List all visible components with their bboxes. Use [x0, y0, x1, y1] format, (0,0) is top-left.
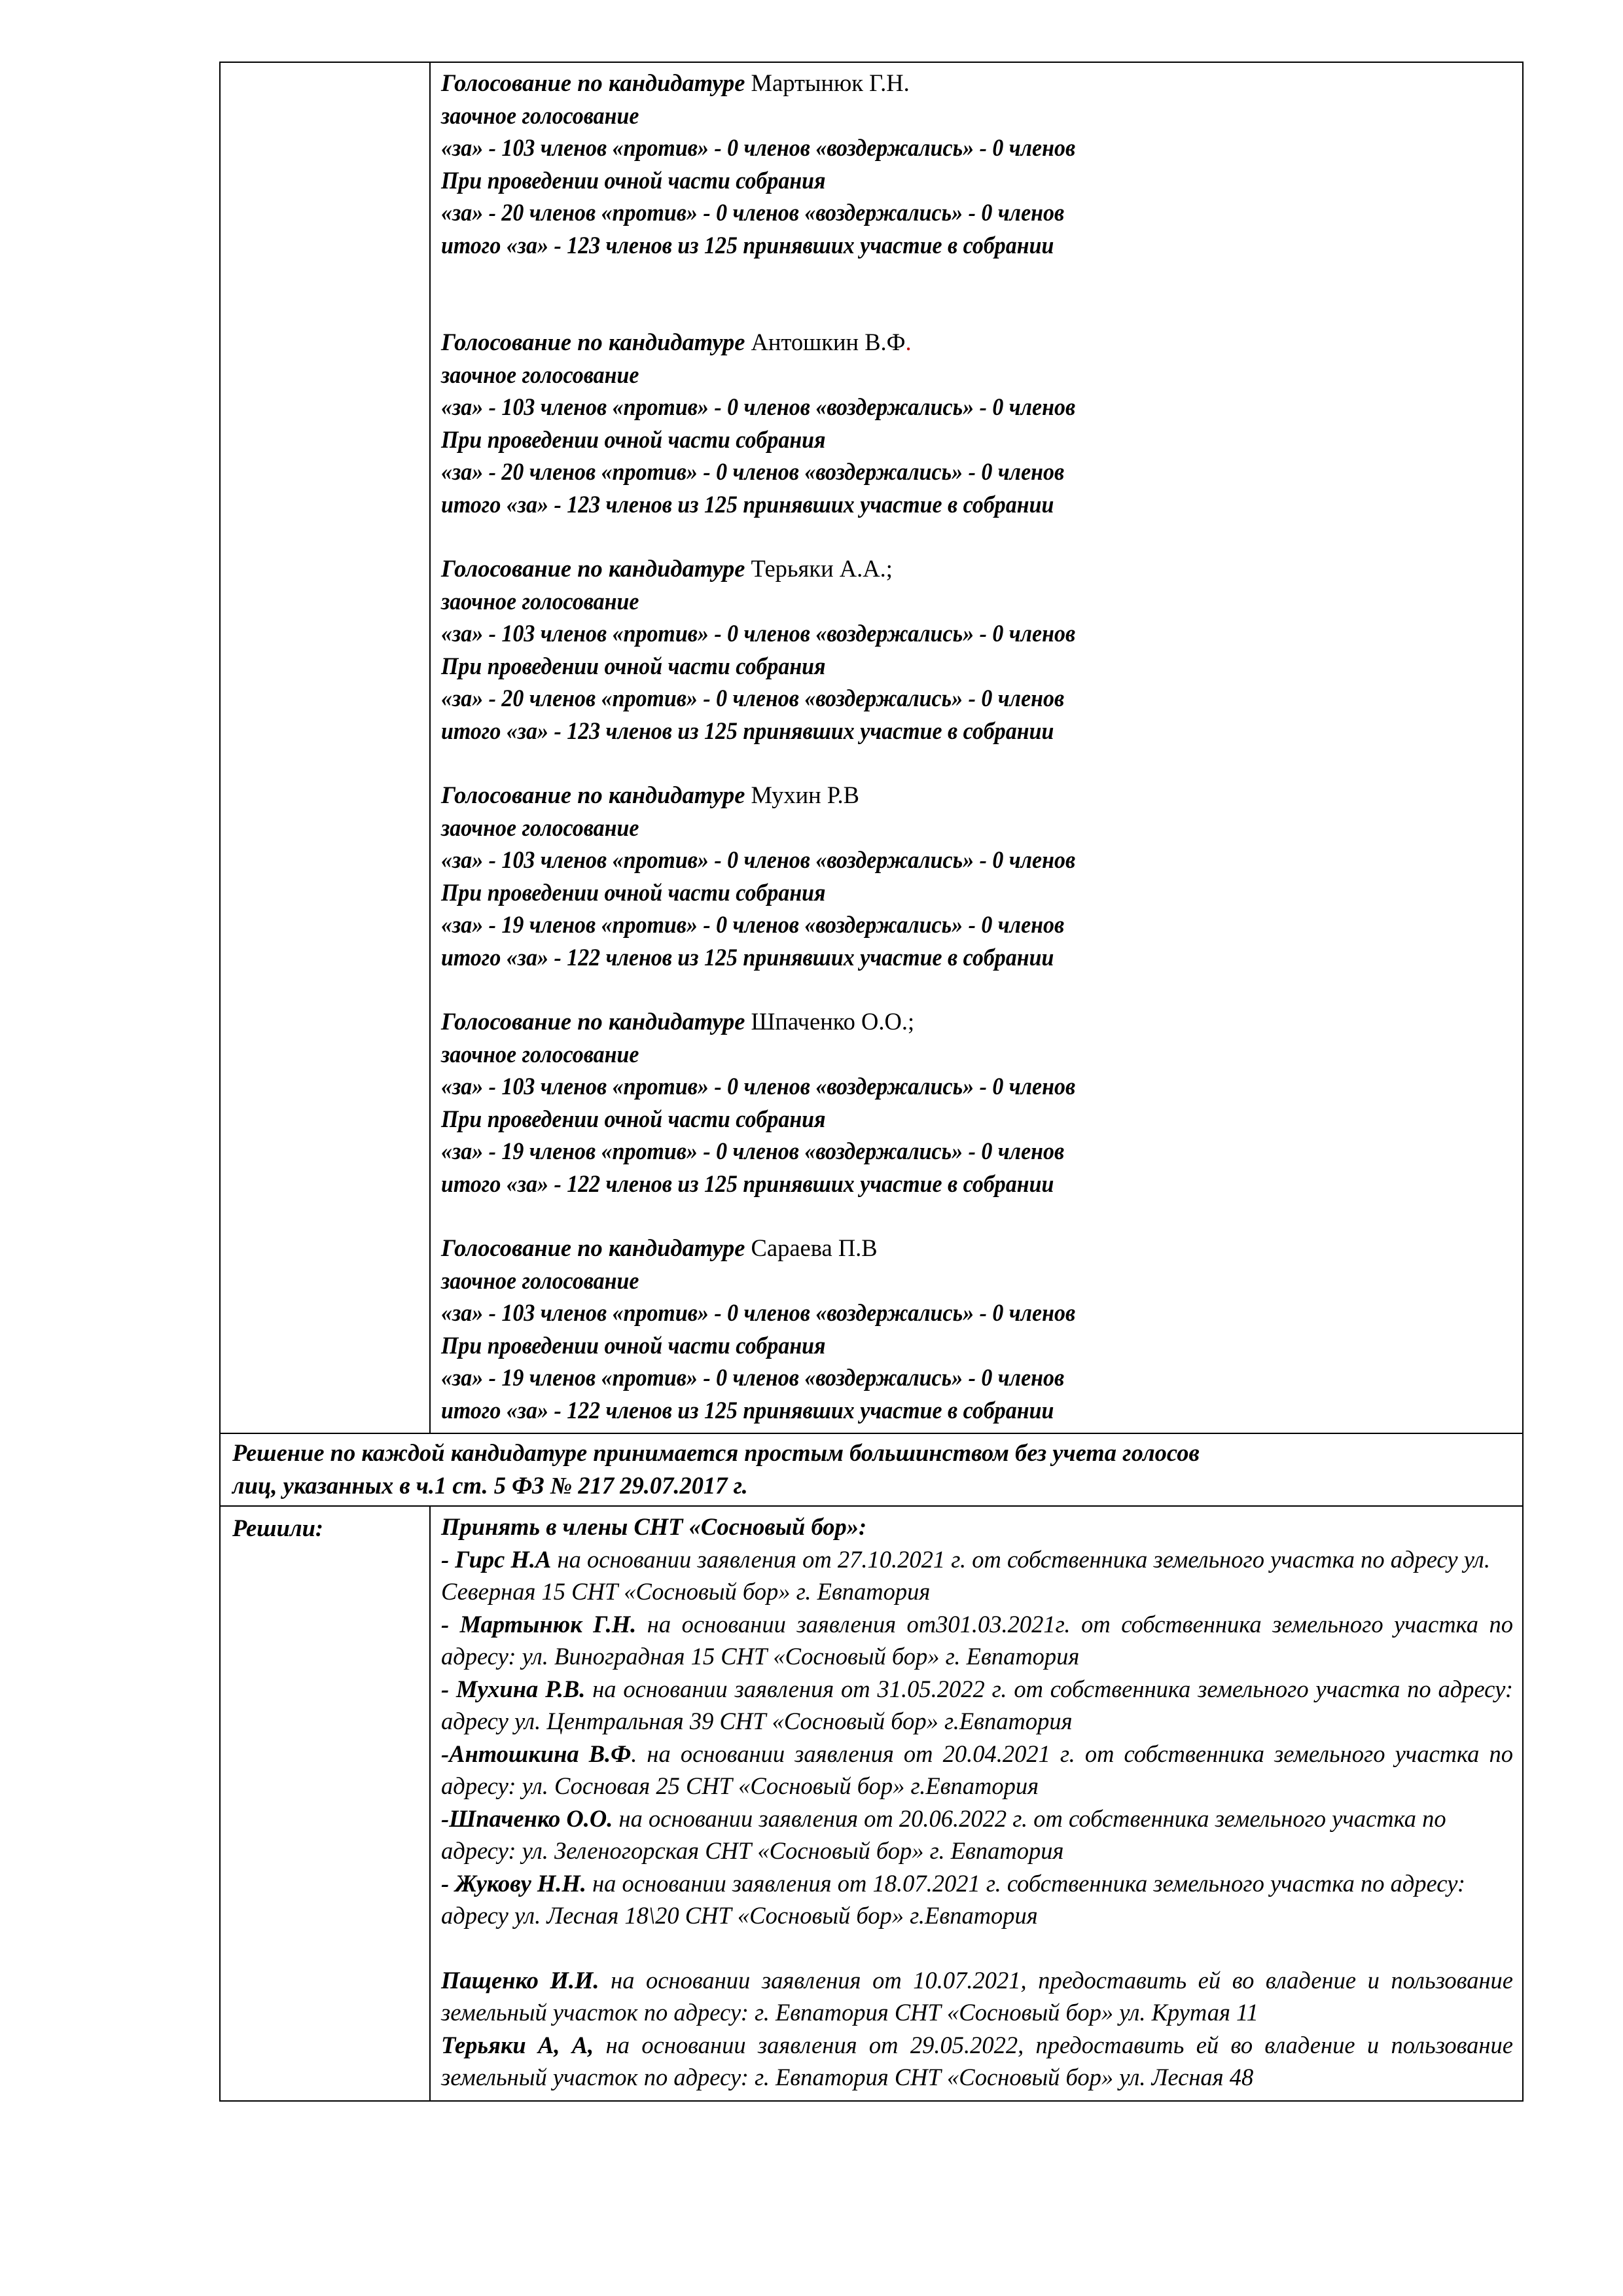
- vote-heading-lead: Голосование по кандидатуре: [441, 329, 751, 355]
- vote-heading-lead: Голосование по кандидатуре: [441, 1234, 751, 1261]
- vote-absentee-line: «за» - 103 членов «против» - 0 членов «воздержались» - 0 членов: [441, 393, 1076, 420]
- vote-inperson-label: При проведении очной части собрания: [441, 425, 826, 453]
- vote-inperson-label: При проведении очной части собрания: [441, 1105, 826, 1132]
- list-item-body: на основании заявления от 18.07.2021 г. собственника земельного участка по адресу: адресу ул. Лесная 18\20 СНТ «Сосновый бор» г.Евпатория: [441, 1869, 1466, 1929]
- vote-absentee-line: «за» - 103 членов «против» - 0 членов «воздержались» - 0 членов: [441, 1073, 1076, 1100]
- vote-inperson-label: При проведении очной части собрания: [441, 878, 826, 906]
- vote-block: [441, 1005, 1513, 1200]
- vote-heading: [441, 552, 1513, 585]
- vote-inperson-line: «за» - 20 членов «против» - 0 членов «воздержались» - 0 членов: [441, 685, 1065, 711]
- block-spacer: [441, 973, 1513, 1005]
- rule-line-1: Решение по каждой кандидатуре принимается простым большинством без учета голосов: [232, 1439, 1200, 1466]
- vote-absentee-line: «за» - 103 членов «против» - 0 членов «воздержались» - 0 членов: [441, 1299, 1076, 1326]
- decision-label-cell: [220, 1506, 430, 2101]
- list-item-body: . на основании заявления от 20.04.2021 г. от собственника земельного участка по адресу: ул. Сосновая 25 СНТ «Сосновый бор» г.Евпатория: [441, 1740, 1513, 1799]
- list-item-name: -Антошкина В.Ф: [441, 1740, 632, 1767]
- vote-heading: [441, 779, 1513, 812]
- vote-block: [441, 1232, 1513, 1426]
- vote-heading: [441, 326, 1513, 359]
- list-item: [441, 1803, 1513, 1867]
- vote-candidate-name: Сараева П.В: [751, 1234, 878, 1261]
- block-spacer: [441, 747, 1513, 779]
- list-item-body: на основании заявления от 10.07.2021, предоставить ей во владение и пользование земельный участок по адресу: г. Евпатория СНТ «Сосновый бор» ул. Крутая 11: [441, 1966, 1513, 2026]
- list-item: [441, 1738, 1513, 1803]
- vote-heading: [441, 67, 1513, 99]
- vote-candidate-red-period: .: [905, 329, 912, 355]
- vote-total-line: итого «за» - 123 членов из 125 принявших участие в собрании: [441, 717, 1054, 744]
- list-item-body: на основании заявления от 20.06.2022 г. от собственника земельного участка по адресу: ул. Зеленогорская СНТ «Сосновый бор» г. Евпатория: [441, 1804, 1446, 1864]
- rule-line-2: лиц, указанных в ч.1 ст. 5 ФЗ № 217 29.07.2017 г.: [232, 1471, 748, 1499]
- list-item-name: - Гирс Н.А: [441, 1545, 552, 1573]
- list-item-name: -Шпаченко О.О.: [441, 1804, 613, 1832]
- vote-total-line: итого «за» - 122 членов из 125 принявших участие в собрании: [441, 1396, 1054, 1424]
- vote-candidate-name: Терьяки А.А.;: [751, 555, 893, 582]
- vote-candidate-name: Мартынюк Г.Н.: [751, 69, 910, 96]
- vote-block: [441, 552, 1513, 747]
- list-gap: [441, 1932, 1513, 1964]
- table-row-voting: [220, 62, 1523, 1433]
- vote-total-line: итого «за» - 122 членов из 125 принявших участие в собрании: [441, 1170, 1054, 1197]
- vote-absentee-label: заочное голосование: [441, 587, 639, 615]
- decision-body-cell: [430, 1506, 1523, 2101]
- list-item-body: на основании заявления от 31.05.2022 г. от собственника земельного участка по адресу: адресу ул. Центральная 39 СНТ «Сосновый бор» г.Евпатория: [441, 1675, 1513, 1734]
- vote-absentee-label: заочное голосование: [441, 361, 639, 388]
- vote-absentee-label: заочное голосование: [441, 814, 639, 841]
- vote-heading-lead: Голосование по кандидатуре: [441, 69, 751, 96]
- vote-inperson-line: «за» - 20 членов «против» - 0 членов «воздержались» - 0 членов: [441, 199, 1065, 226]
- vote-total-line: итого «за» - 123 членов из 125 принявших участие в собрании: [441, 231, 1054, 259]
- table-row-decision: [220, 1506, 1523, 2101]
- protocol-table: [219, 62, 1524, 2102]
- table-row-rule: [220, 1433, 1523, 1506]
- vote-inperson-line: «за» - 19 членов «против» - 0 членов «воздержались» - 0 членов: [441, 1138, 1065, 1164]
- vote-absentee-line: «за» - 103 членов «против» - 0 членов «воздержались» - 0 членов: [441, 134, 1076, 161]
- vote-heading-lead: Голосование по кандидатуре: [441, 781, 751, 808]
- vote-inperson-label: При проведении очной части собрания: [441, 652, 826, 679]
- vote-absentee-label: заочное голосование: [441, 1266, 639, 1294]
- list-item-body: на основании заявления от 27.10.2021 г. от собственника земельного участка по адресу ул. Северная 15 СНТ «Сосновый бор» г. Евпатория: [441, 1545, 1490, 1605]
- vote-absentee-line: «за» - 103 членов «против» - 0 членов «воздержались» - 0 членов: [441, 620, 1076, 647]
- voting-label-cell: [220, 62, 430, 1433]
- list-item-body: на основании заявления от301.03.2021г. от собственника земельного участка по адресу: ул. Виноградная 15 СНТ «Сосновый бор» г. Евпатория: [441, 1610, 1513, 1670]
- vote-heading: [441, 1005, 1513, 1038]
- vote-inperson-line: «за» - 19 членов «против» - 0 членов «воздержались» - 0 членов: [441, 911, 1065, 938]
- block-spacer: [441, 261, 1513, 326]
- vote-candidate-name: Мухин Р.В: [751, 781, 859, 808]
- list-item-name: Терьяки А, А,: [441, 2031, 594, 2058]
- decision-title: Принять в члены СНТ «Сосновый бор»:: [441, 1513, 867, 1540]
- list-item: [441, 1673, 1513, 1738]
- rule-paragraph: [221, 1434, 1522, 1505]
- vote-heading-lead: Голосование по кандидатуре: [441, 555, 751, 582]
- list-item: [441, 1964, 1513, 2029]
- list-item-name: - Жукову Н.Н.: [441, 1869, 586, 1897]
- vote-absentee-label: заочное голосование: [441, 101, 639, 129]
- vote-inperson-label: При проведении очной части собрания: [441, 166, 826, 194]
- vote-total-line: итого «за» - 122 членов из 125 принявших участие в собрании: [441, 943, 1054, 971]
- vote-candidate-name: Антошкин В.Ф: [751, 329, 906, 355]
- block-spacer: [441, 1200, 1513, 1232]
- block-spacer: [441, 520, 1513, 552]
- list-item: [441, 2029, 1513, 2094]
- rule-cell: [220, 1433, 1523, 1506]
- list-item-name: Пащенко И.И.: [441, 1966, 599, 1994]
- vote-absentee-line: «за» - 103 членов «против» - 0 членов «воздержались» - 0 членов: [441, 846, 1076, 873]
- list-item-body: на основании заявления от 29.05.2022, предоставить ей во владение и пользование земельный участок по адресу: г. Евпатория СНТ «Сосновый бор» ул. Лесная 48: [441, 2031, 1513, 2090]
- vote-total-line: итого «за» - 123 членов из 125 принявших участие в собрании: [441, 490, 1054, 518]
- voting-body-cell: [430, 62, 1523, 1433]
- list-item: [441, 1543, 1513, 1608]
- list-item: [441, 1867, 1513, 1932]
- list-item: [441, 1608, 1513, 1673]
- list-item-name: - Мухина Р.В.: [441, 1675, 586, 1702]
- vote-inperson-line: «за» - 19 членов «против» - 0 членов «воздержались» - 0 членов: [441, 1364, 1065, 1391]
- vote-candidate-name: Шпаченко О.О.;: [751, 1008, 915, 1035]
- vote-heading: [441, 1232, 1513, 1265]
- vote-absentee-label: заочное голосование: [441, 1040, 639, 1067]
- vote-heading-lead: Голосование по кандидатуре: [441, 1008, 751, 1035]
- decision-label-text: Решили:: [232, 1515, 324, 1541]
- vote-block: [441, 326, 1513, 520]
- vote-block: [441, 779, 1513, 973]
- vote-inperson-label: При проведении очной части собрания: [441, 1331, 826, 1359]
- vote-block: [441, 67, 1513, 261]
- vote-inperson-line: «за» - 20 членов «против» - 0 членов «воздержались» - 0 членов: [441, 458, 1065, 485]
- list-item-name: - Мартынюк Г.Н.: [441, 1610, 637, 1638]
